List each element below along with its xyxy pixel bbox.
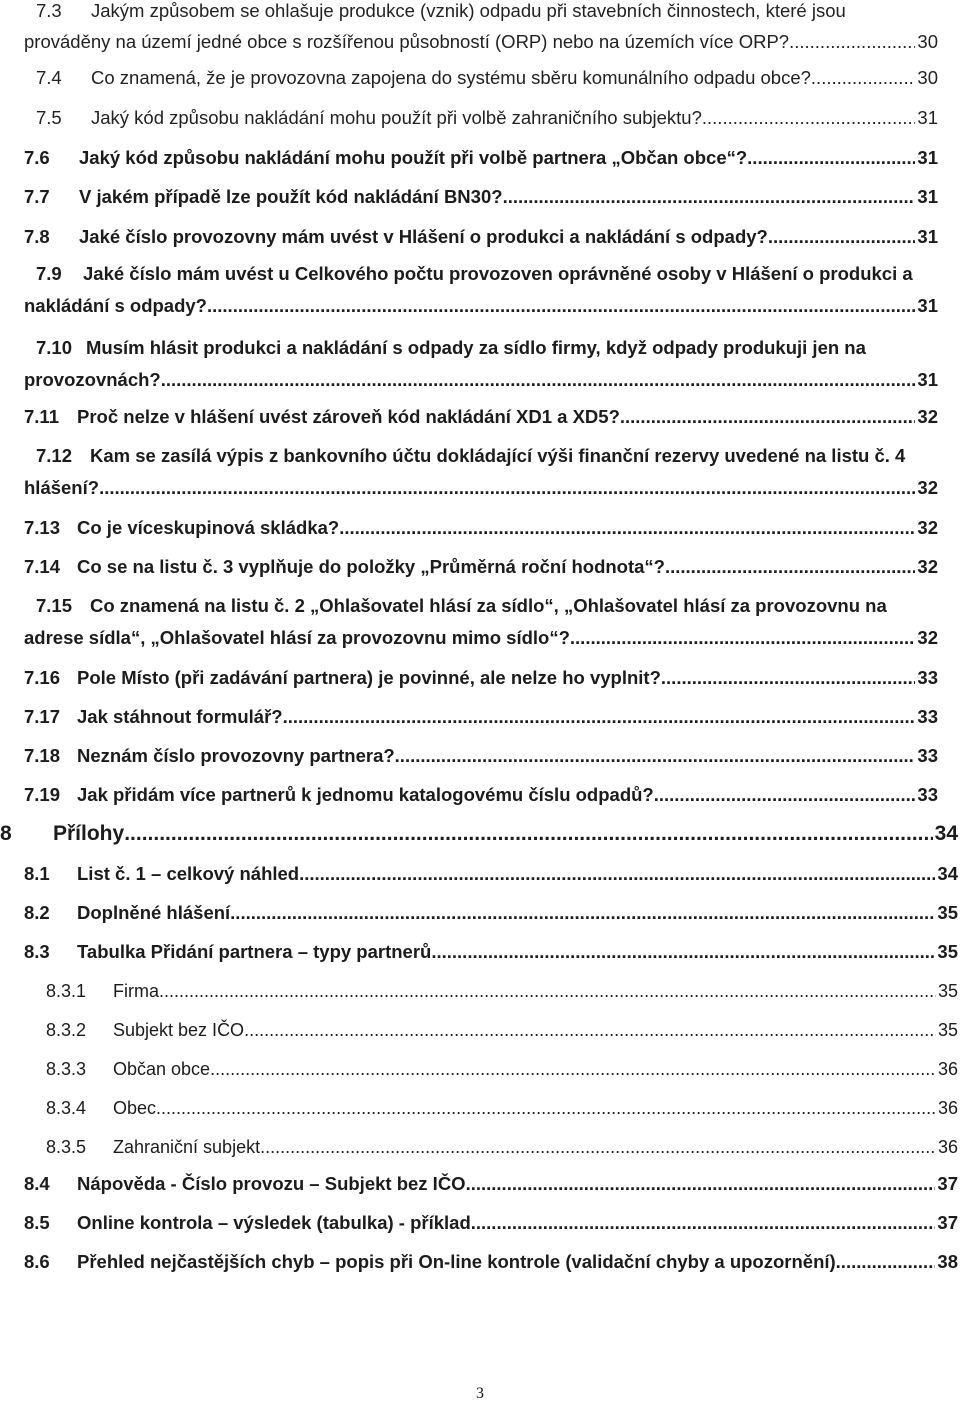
toc-entry-7-9[interactable] bbox=[0, 259, 960, 321]
toc-number: 7.9 bbox=[36, 263, 62, 284]
toc-number: 7.16 bbox=[24, 667, 61, 688]
toc-page: 38 bbox=[937, 1251, 958, 1272]
toc-number: 7.19 bbox=[24, 784, 61, 805]
toc-number: 8.1 bbox=[24, 863, 50, 884]
toc-entry-8-4[interactable] bbox=[0, 1169, 960, 1199]
toc-page: 31 bbox=[917, 186, 938, 207]
toc-page: 31 bbox=[917, 295, 938, 316]
toc-title: Online kontrola – výsledek (tabulka) - příklad bbox=[77, 1212, 471, 1233]
toc-entry-8-3-5[interactable] bbox=[0, 1132, 960, 1162]
toc-title: Firma bbox=[113, 981, 159, 1001]
toc-title-cont: nakládání s odpady? bbox=[24, 295, 207, 316]
toc-page: 35 bbox=[937, 941, 958, 962]
toc-title-cont: prováděny na území jedné obce s rozšířenou působností (ORP) nebo na územích více ORP? bbox=[24, 31, 790, 52]
toc-number: 7.13 bbox=[24, 517, 61, 538]
toc-number: 7.5 bbox=[36, 107, 62, 128]
toc-page: 31 bbox=[917, 147, 938, 168]
toc-page: 36 bbox=[937, 1098, 958, 1118]
toc-title: Tabulka Přidání partnera – typy partnerů bbox=[77, 941, 432, 962]
toc-number: 7.3 bbox=[36, 0, 62, 21]
toc-entry-7-3[interactable] bbox=[0, 0, 960, 57]
toc-entry-8-5[interactable] bbox=[0, 1208, 960, 1238]
toc-title: Musím hlásit produkci a nakládání s odpady za sídlo firmy, když odpady produkuji jen na bbox=[86, 337, 866, 358]
toc-number: 7.12 bbox=[36, 445, 73, 466]
toc-entry-7-4[interactable] bbox=[0, 63, 960, 93]
toc-title: Přílohy bbox=[53, 822, 125, 845]
toc-entry-8-3-4[interactable] bbox=[0, 1093, 960, 1123]
toc-number: 7.14 bbox=[24, 556, 61, 577]
toc-entry-7-10[interactable] bbox=[0, 333, 960, 395]
toc-page: 31 bbox=[917, 226, 938, 247]
toc-number: 7.7 bbox=[24, 186, 50, 207]
toc-title-cont: hlášení? bbox=[24, 477, 100, 498]
toc-title: Nápověda - Číslo provozu – Subjekt bez IČO bbox=[77, 1173, 466, 1194]
toc-page: 34 bbox=[934, 822, 958, 845]
toc-page: 33 bbox=[917, 706, 938, 727]
toc-page: 35 bbox=[937, 902, 958, 923]
toc-title: Jak přidám více partnerů k jednomu katalogovému číslu odpadů? bbox=[77, 784, 654, 805]
toc-title-cont: adrese sídla“, „Ohlašovatel hlásí za provozovnu mimo sídlo“? bbox=[24, 627, 570, 648]
toc-number: 7.18 bbox=[24, 745, 61, 766]
toc-entry-8-6[interactable] bbox=[0, 1247, 960, 1277]
toc-entry-7-7[interactable] bbox=[0, 182, 960, 212]
toc-number: 8.3.4 bbox=[46, 1098, 87, 1118]
toc-title: Co je víceskupinová skládka? bbox=[77, 517, 340, 538]
toc-entry-8-2[interactable] bbox=[0, 898, 960, 928]
toc-number: 7.15 bbox=[36, 595, 73, 616]
toc-number: 8.6 bbox=[24, 1251, 50, 1272]
toc-entry-7-6[interactable] bbox=[0, 143, 960, 173]
toc-title: Co znamená, že je provozovna zapojena do systému sběru komunálního odpadu obce? bbox=[91, 67, 811, 88]
toc-title: Jaký kód způsobu nakládání mohu použít při volbě zahraničního subjektu? bbox=[91, 107, 702, 128]
toc-page: 32 bbox=[917, 627, 938, 648]
toc-page: 32 bbox=[917, 477, 938, 498]
toc-entry-7-19[interactable] bbox=[0, 780, 960, 810]
toc-title: V jakém případě lze použít kód nakládání BN30? bbox=[79, 186, 503, 207]
toc-entry-7-15[interactable] bbox=[0, 591, 960, 653]
toc-entry-8-3-3[interactable] bbox=[0, 1054, 960, 1084]
toc-title: Co se na listu č. 3 vyplňuje do položky „Průměrná roční hodnota“? bbox=[77, 556, 665, 577]
toc-entry-7-13[interactable] bbox=[0, 513, 960, 543]
toc-entry-7-5[interactable] bbox=[0, 103, 960, 133]
toc-entry-7-12[interactable] bbox=[0, 441, 960, 503]
toc-title: Přehled nejčastějších chyb – popis při On-line kontrole (validační chyby a upozornění) bbox=[77, 1251, 836, 1272]
toc-title: Kam se zasílá výpis z bankovního účtu dokládající výši finanční rezervy uvedené na listu č. 4 bbox=[90, 445, 906, 466]
toc-page: 32 bbox=[917, 556, 938, 577]
toc-title: Pole Místo (při zadávání partnera) je povinné, ale nelze ho vyplnit? bbox=[77, 667, 661, 688]
toc-entry-7-17[interactable] bbox=[0, 702, 960, 732]
toc-title: Jaký kód způsobu nakládání mohu použít při volbě partnera „Občan obce“? bbox=[79, 147, 748, 168]
toc-number: 7.8 bbox=[24, 226, 50, 247]
toc-number: 7.11 bbox=[24, 406, 59, 427]
toc-entry-7-14[interactable] bbox=[0, 552, 960, 582]
toc-entry-7-11[interactable] bbox=[0, 402, 960, 432]
toc-entry-7-18[interactable] bbox=[0, 741, 960, 771]
toc-number: 8.3.3 bbox=[46, 1059, 87, 1079]
toc-number: 8.3.2 bbox=[46, 1020, 87, 1040]
toc-page: 37 bbox=[937, 1173, 958, 1194]
toc-number: 7.6 bbox=[24, 147, 50, 168]
toc-number: 8.3.5 bbox=[46, 1137, 87, 1157]
toc-title: Subjekt bez IČO bbox=[113, 1020, 245, 1040]
toc-entry-8-3-1[interactable] bbox=[0, 976, 960, 1006]
toc-number: 7.10 bbox=[36, 337, 73, 358]
toc-title: List č. 1 – celkový náhled bbox=[77, 863, 300, 884]
toc-page: 37 bbox=[937, 1212, 958, 1233]
toc-entry-8-3-2[interactable] bbox=[0, 1015, 960, 1045]
toc-title: Jaké číslo mám uvést u Celkového počtu provozoven oprávněné osoby v Hlášení o produkci a bbox=[83, 263, 913, 284]
toc-page: 36 bbox=[937, 1137, 958, 1157]
toc-title: Zahraniční subjekt bbox=[113, 1137, 261, 1157]
toc-entry-8-1[interactable] bbox=[0, 859, 960, 889]
toc-page: 33 bbox=[917, 667, 938, 688]
toc-number: 7.4 bbox=[36, 67, 62, 88]
toc-title: Co znamená na listu č. 2 „Ohlašovatel hlásí za sídlo“, „Ohlašovatel hlásí za provozovnu na bbox=[90, 595, 887, 616]
toc-page: 30 bbox=[917, 67, 938, 88]
toc-page: 34 bbox=[937, 863, 958, 884]
toc-page: 36 bbox=[937, 1059, 958, 1079]
toc-page: 31 bbox=[917, 369, 938, 390]
toc-title: Proč nelze v hlášení uvést zároveň kód nakládání XD1 a XD5? bbox=[77, 406, 620, 427]
toc-entry-8[interactable] bbox=[0, 819, 960, 849]
toc-page: 30 bbox=[917, 31, 938, 52]
toc-title-cont: provozovnách? bbox=[24, 369, 161, 390]
toc-page: 31 bbox=[917, 107, 938, 128]
toc-entry-7-16[interactable] bbox=[0, 663, 960, 693]
toc-number: 8.4 bbox=[24, 1173, 50, 1194]
toc-title: Jaké číslo provozovny mám uvést v Hlášení o produkci a nakládání s odpady? bbox=[79, 226, 768, 247]
toc-entry-8-3[interactable] bbox=[0, 937, 960, 967]
toc-title: Neznám číslo provozovny partnera? bbox=[77, 745, 395, 766]
toc-page: 33 bbox=[917, 784, 938, 805]
toc-number: 8 bbox=[0, 822, 12, 845]
page-number: 3 bbox=[476, 1385, 484, 1402]
toc-title: Jak stáhnout formulář? bbox=[77, 706, 283, 727]
toc-title: Občan obce bbox=[113, 1059, 211, 1079]
toc-number: 7.17 bbox=[24, 706, 61, 727]
toc-number: 8.3 bbox=[24, 941, 50, 962]
toc-page: 35 bbox=[937, 1020, 958, 1040]
toc-number: 8.5 bbox=[24, 1212, 50, 1233]
toc-number: 8.3.1 bbox=[46, 981, 87, 1001]
toc-title: Doplněné hlášení bbox=[77, 902, 231, 923]
toc-title: Obec bbox=[113, 1098, 157, 1118]
toc-page: 33 bbox=[917, 745, 938, 766]
toc-page: 35 bbox=[937, 981, 958, 1001]
toc-page: 32 bbox=[917, 406, 938, 427]
toc-title: Jakým způsobem se ohlašuje produkce (vznik) odpadu při stavebních činnostech, které jsou bbox=[91, 0, 846, 21]
toc-number: 8.2 bbox=[24, 902, 50, 923]
toc-page: 32 bbox=[917, 517, 938, 538]
toc-entry-7-8[interactable] bbox=[0, 222, 960, 252]
